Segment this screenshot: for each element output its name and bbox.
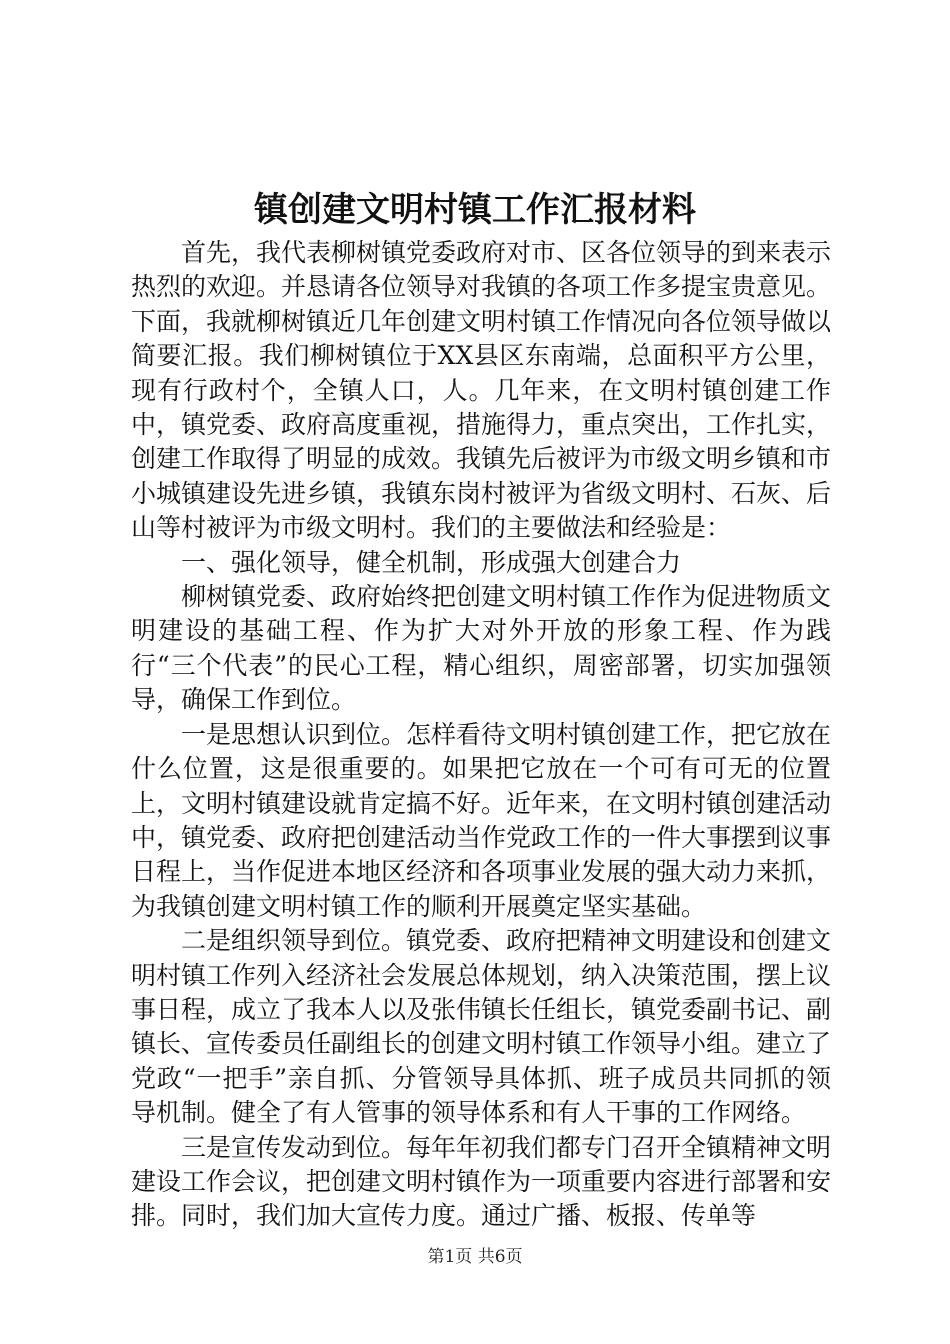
paragraph-leadership: 柳树镇党委、政府始终把创建文明村镇工作作为促进物质文明建设的基础工程、作为扩大对外开放的形象工程、作为践行“三个代表”的民心工程，精心组织，周密部署，切实加强领导，确保工作到位。	[131, 582, 832, 715]
paragraph-awareness: 一是思想认识到位。怎样看待文明村镇创建工作，把它放在什么位置，这是很重要的。如果把它放在一个可有可无的位置上，文明村镇建设就肯定搞不好。近年来，在文明村镇创建活动中，镇党委、政府把创建活动当作党政工作的一件大事摆到议事日程上，当作促进本地区经济和各项事业发展的强大动力来抓，为我镇创建文明村镇工作的顺利开展奠定坚实基础。	[131, 719, 832, 921]
paragraph-intro: 首先，我代表柳树镇党委政府对市、区各位领导的到来表示热烈的欢迎。并恳请各位领导对我镇的各项工作多提宝贵意见。下面，我就柳树镇近几年创建文明村镇工作情况向各位领导做以简要汇报。我们柳树镇位于XX县区东南端，总面积平方公里，现有行政村个，全镇人口，人。几年来，在文明村镇创建工作中，镇党委、政府高度重视，措施得力，重点突出，工作扎实，创建工作取得了明显的成效。我镇先后被评为市级文明乡镇和市小城镇建设先进乡镇，我镇东岗村被评为省级文明村、石灰、后山等村被评为市级文明村。我们的主要做法和经验是：	[131, 238, 832, 543]
document-body	[131, 236, 831, 1234]
paragraph-publicity: 三是宣传发动到位。每年年初我们都专门召开全镇精神文明建设工作会议，把创建文明村镇作为一项重要内容进行部署和安排。同时，我们加大宣传力度。通过广播、板报、传单等	[131, 1132, 832, 1231]
paragraph-organization: 二是组织领导到位。镇党委、政府把精神文明建设和创建文明村镇工作列入经济社会发展总体规划，纳入决策范围，摆上议事日程，成立了我本人以及张伟镇长任组长，镇党委副书记、副镇长、宣传委员任副组长的创建文明村镇工作领导小组。建立了党政“一把手”亲自抓、分管领导具体抓、班子成员共同抓的领导机制。健全了有人管事的领导体系和有人干事的工作网络。	[131, 926, 832, 1128]
document-title: 镇创建文明村镇工作汇报材料	[254, 190, 696, 230]
page-number-footer: 第1页 共6页	[427, 1247, 523, 1267]
section-heading-1: 一、强化领导，健全机制，形成强大创建合力	[181, 547, 682, 577]
